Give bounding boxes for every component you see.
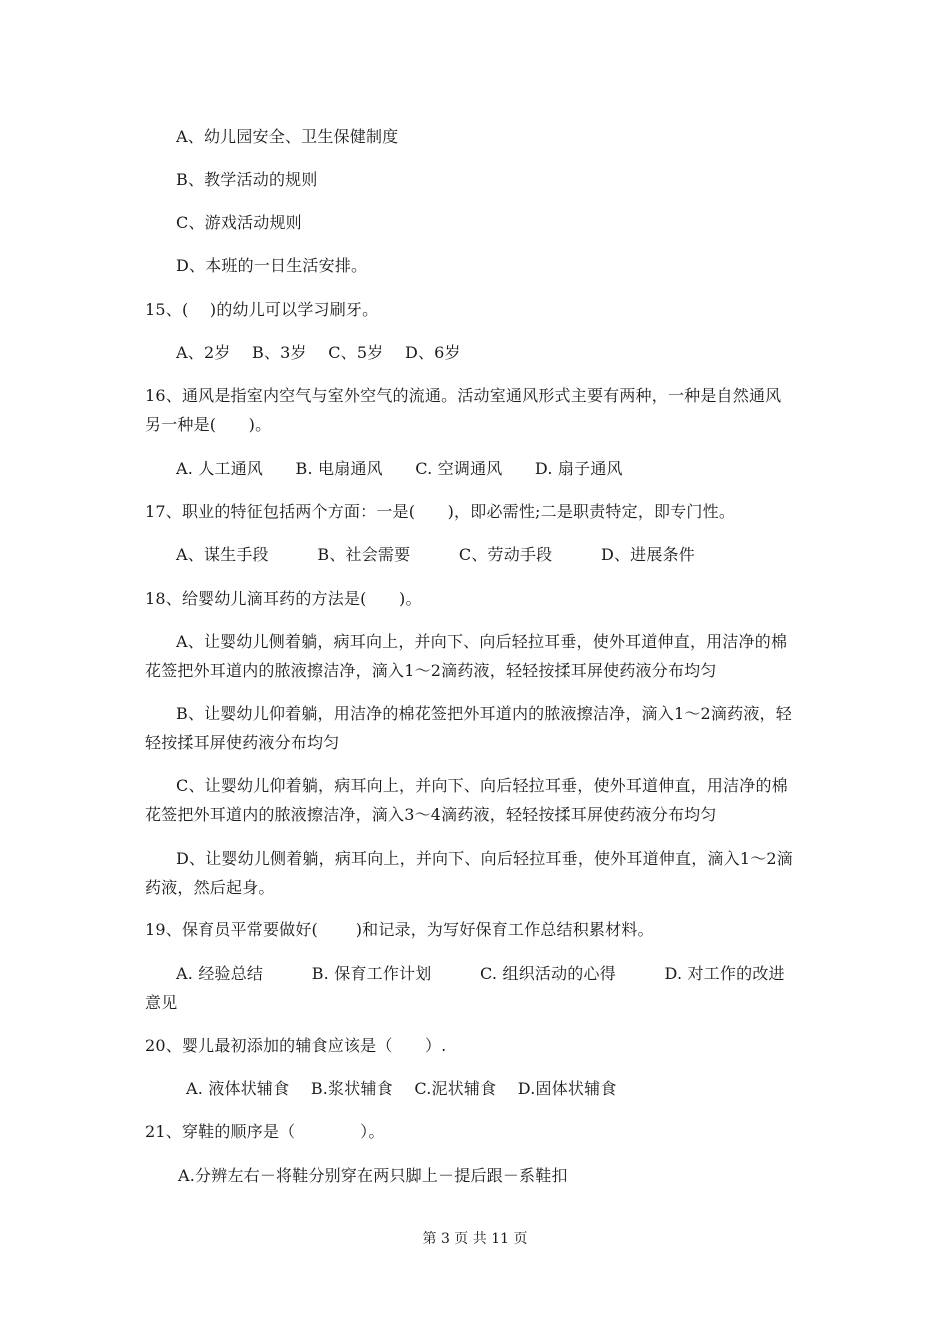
q15-stem: 15、( )的幼儿可以学习刷牙。: [145, 300, 379, 319]
q14-option-b: B、教学活动的规则: [176, 170, 318, 189]
q19-options-line1: A. 经验总结 B. 保育工作计划 C. 组织活动的心得 D. 对工作的改进: [176, 964, 785, 983]
q17-options: A、谋生手段 B、社会需要 C、劳动手段 D、进展条件: [176, 545, 695, 564]
q16-stem-line2: 另一种是( )。: [145, 415, 272, 434]
page-number: 第 3 页 共 11 页: [422, 1231, 528, 1247]
q16-stem-line1: 16、通风是指室内空气与室外空气的流通。活动室通风形式主要有两种，一种是自然通风: [145, 386, 782, 405]
q15-options: A、2岁 B、3岁 C、5岁 D、6岁: [176, 343, 461, 362]
q21-stem: 21、穿鞋的顺序是（ ）。: [145, 1122, 385, 1141]
q14-option-a: A、幼儿园安全、卫生保健制度: [176, 127, 399, 146]
q18-option-a-line1: A、让婴幼儿侧着躺，病耳向上，并向下、向后轻拉耳垂，使外耳道伸直，用洁净的棉: [176, 632, 788, 651]
q18-option-d-line1: D、让婴幼儿侧着躺，病耳向上，并向下、向后轻拉耳垂，使外耳道伸直，滴入1～2滴: [176, 849, 793, 868]
q20-stem: 20、婴儿最初添加的辅食应该是（ ）.: [145, 1036, 447, 1055]
q19-stem: 19、保育员平常要做好( )和记录，为写好保育工作总结积累材料。: [145, 920, 654, 939]
q14-option-d: D、本班的一日生活安排。: [176, 256, 368, 275]
q18-option-c-line1: C、让婴幼儿仰着躺，病耳向上，并向下、向后轻拉耳垂，使外耳道伸直，用洁净的棉: [176, 776, 788, 795]
q20-options: A. 液体状辅食 B.浆状辅食 C.泥状辅食 D.固体状辅食: [186, 1079, 617, 1098]
q18-option-a-line2: 花签把外耳道内的脓液擦洁净，滴入1～2滴药液，轻轻按揉耳屏使药液分布均匀: [145, 661, 717, 680]
q14-option-c: C、游戏活动规则: [176, 213, 302, 232]
q18-option-c-line2: 花签把外耳道内的脓液擦洁净，滴入3～4滴药液，轻轻按揉耳屏使药液分布均匀: [145, 805, 717, 824]
q18-option-b-line1: B、让婴幼儿仰着躺，用洁净的棉花签把外耳道内的脓液擦洁净，滴入1～2滴药液，轻: [176, 704, 792, 723]
q19-options-line2: 意见: [145, 993, 178, 1012]
q18-option-d-line2: 药液，然后起身。: [145, 878, 275, 897]
q18-option-b-line2: 轻按揉耳屏使药液分布均匀: [145, 733, 340, 752]
q17-stem: 17、职业的特征包括两个方面：一是( )，即必需性;二是职责特定，即专门性。: [145, 502, 736, 521]
q16-options: A. 人工通风 B. 电扇通风 C. 空调通风 D. 扇子通风: [176, 459, 623, 478]
q21-option-a: A.分辨左右－将鞋分别穿在两只脚上－提后跟－系鞋扣: [178, 1166, 568, 1185]
q18-stem: 18、给婴幼儿滴耳药的方法是( )。: [145, 589, 422, 608]
